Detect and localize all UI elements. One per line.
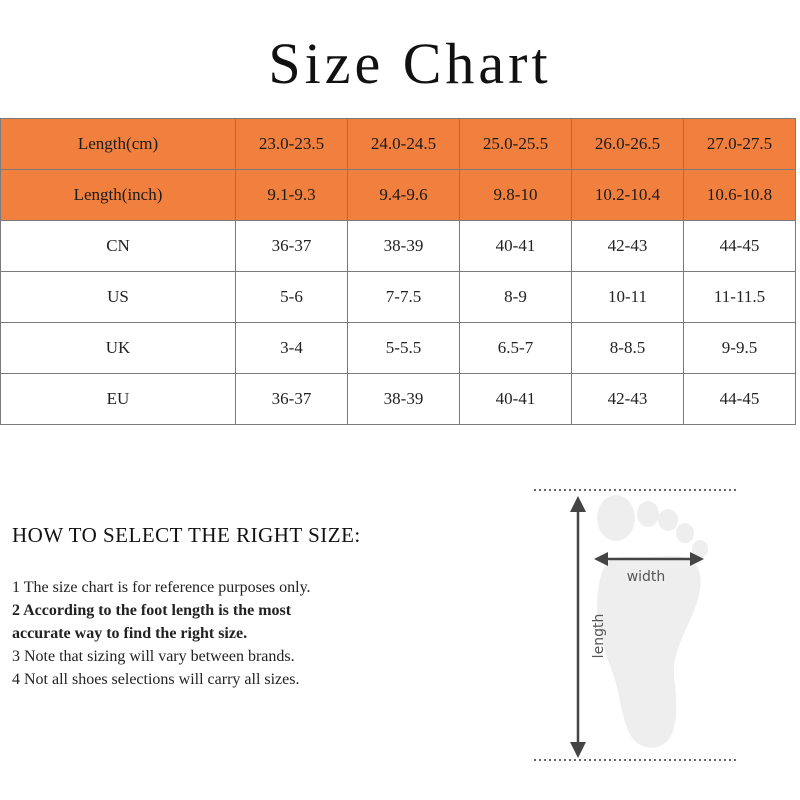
table-cell: 9.8-10 [460, 170, 572, 221]
tip-4: 4 Not all shoes selections will carry all sizes. [12, 671, 300, 688]
width-label: width [626, 569, 666, 585]
table-row-cn [1, 221, 796, 272]
row-label: EU [1, 374, 236, 425]
table-cell: 44-45 [684, 221, 796, 272]
table-cell: 10.2-10.4 [572, 170, 684, 221]
foot-diagram [520, 480, 750, 780]
table-cell: 5-5.5 [348, 323, 460, 374]
table-cell: 36-37 [236, 374, 348, 425]
tips-list [12, 576, 432, 691]
table-cell: 9.1-9.3 [236, 170, 348, 221]
table-cell: 10-11 [572, 272, 684, 323]
table-row-eu [1, 374, 796, 425]
size-chart-table [0, 118, 796, 425]
footprint-icon [597, 495, 708, 748]
row-label: Length(cm) [1, 119, 236, 170]
table-cell: 23.0-23.5 [236, 119, 348, 170]
table-cell: 9-9.5 [684, 323, 796, 374]
tip-3: 3 Note that sizing will vary between brands. [12, 648, 295, 665]
table-row-us [1, 272, 796, 323]
page-title: Size Chart [268, 31, 552, 96]
table-row-length-inch [1, 170, 796, 221]
table-cell: 42-43 [572, 374, 684, 425]
table-cell: 36-37 [236, 221, 348, 272]
table-cell: 27.0-27.5 [684, 119, 796, 170]
table-cell: 6.5-7 [460, 323, 572, 374]
table-row-uk [1, 323, 796, 374]
tip-2: 2 According to the foot length is the most [12, 602, 292, 619]
table-cell: 11-11.5 [684, 272, 796, 323]
table-cell: 10.6-10.8 [684, 170, 796, 221]
table-cell: 44-45 [684, 374, 796, 425]
row-label: UK [1, 323, 236, 374]
table-cell: 3-4 [236, 323, 348, 374]
tip-1: 1 The size chart is for reference purposes only. [12, 579, 311, 596]
row-label: CN [1, 221, 236, 272]
table-cell: 26.0-26.5 [572, 119, 684, 170]
table-cell: 8-9 [460, 272, 572, 323]
table-cell: 42-43 [572, 221, 684, 272]
length-arrow [570, 496, 586, 758]
how-to-heading: HOW TO SELECT THE RIGHT SIZE: [12, 523, 361, 547]
foot-measure-figure [520, 480, 750, 780]
table-cell: 8-8.5 [572, 323, 684, 374]
table-row-length-cm [1, 119, 796, 170]
table-cell: 38-39 [348, 374, 460, 425]
table-cell: 7-7.5 [348, 272, 460, 323]
table-cell: 40-41 [460, 374, 572, 425]
row-label: US [1, 272, 236, 323]
table-cell: 40-41 [460, 221, 572, 272]
table-cell: 24.0-24.5 [348, 119, 460, 170]
table-cell: 25.0-25.5 [460, 119, 572, 170]
tip-2-continued: accurate way to find the right size. [12, 625, 248, 642]
table-cell: 5-6 [236, 272, 348, 323]
row-label: Length(inch) [1, 170, 236, 221]
table-cell: 38-39 [348, 221, 460, 272]
length-label: length [591, 613, 607, 659]
table-cell: 9.4-9.6 [348, 170, 460, 221]
